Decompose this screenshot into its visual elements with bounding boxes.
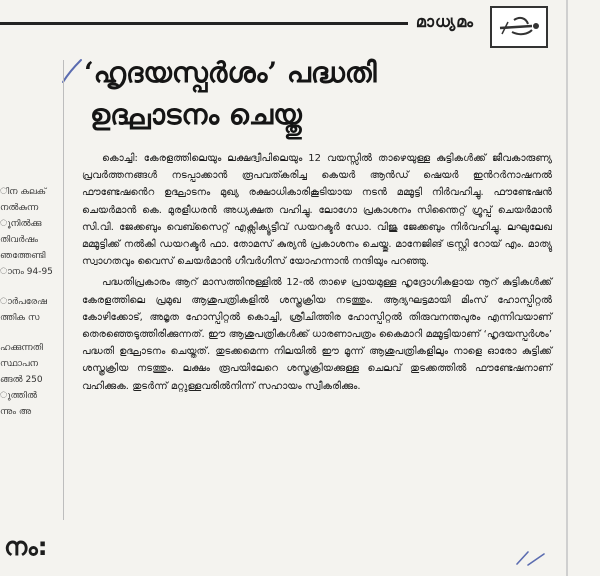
adjacent-line: ാർപരേഷ	[0, 297, 47, 307]
article-headline	[84, 52, 554, 136]
adjacent-line: സ്ഥാപന	[0, 359, 38, 369]
page-edge-line	[566, 0, 568, 576]
headline-line-2: ഉദ്ഘാടനം ചെയ്തു	[90, 98, 302, 131]
headline-line-1: ‘ഹൃദയസ്പർശം’ പദ്ധതി	[84, 56, 377, 89]
newspaper-logo-icon	[490, 6, 548, 48]
adjacent-column-heading-fragment: നം:	[4, 532, 48, 561]
adjacent-line: ാനം 94-95	[0, 267, 53, 277]
adjacent-line: ഹക്കുന്നതി	[0, 343, 43, 353]
column-divider	[63, 60, 64, 520]
adjacent-line: ുത്തിൽ	[0, 391, 37, 401]
adjacent-line: ൂനിൽക്കു	[0, 219, 42, 229]
adjacent-line: ന്നും അ	[0, 407, 32, 417]
article-paragraph-2: പദ്ധതിപ്രകാരം ആറ് മാസത്തിനുള്ളിൽ 12-ൽ താഴെ പ്രായമുള്ള ഹൃദ്രോഗികളായ നൂറ് കുട്ടികൾക്ക് കേരളത്തിലെ പ്രമുഖ ആശുപത്രികളിൽ ശസ്ത്രക്രിയ നടത്തും. ആദ്യഘട്ടമായി മിംസ് ഹോസ്പിറ്റൽ കോഴിക്കോട്, അമൃത ഹോസ്പിറ്റൽ കൊച്ചി, ശ്രീചിത്തിര ഹോസ്പിറ്റൽ തിരുവനന്തപുരം എന്നിവയാണ് തെരഞ്ഞെടുത്തിരിക്കുന്നത്. ഈ ആശുപത്രികൾക്ക് ധാരണാപത്രം കൈമാറി മമ്മൂട്ടിയാണ് ‘ഹൃദയസ്പർശം’ പദ്ധതി ഉദ്ഘാടനം ചെയ്തത്. തുടക്കമെന്ന നിലയിൽ ഈ മൂന്ന് ആശുപത്രികളിലും നാളെ ഓരോ കുട്ടിക്ക് ശസ്ത്രക്രിയ നടത്തും. ലക്ഷം രൂപയിലേറെ ശസ്ത്രക്രിയക്കുള്ള ചെലവ് തുടക്കത്തിൽ ഫൗണ്ടേഷനാണ് വഹിക്കുക. തുടർന്ന് മറ്റുള്ളവരിൽനിന്ന് സഹായം സ്വീകരിക്കും.	[82, 277, 552, 392]
adjacent-column-fragment	[0, 184, 62, 420]
article-body	[82, 150, 552, 395]
masthead	[0, 10, 548, 34]
adjacent-line: ഞത്തേണ്ടി	[0, 251, 46, 261]
adjacent-line: ിന കലക്	[0, 187, 47, 197]
adjacent-line: ങ്ങൽ 250	[0, 375, 43, 385]
adjacent-line: ത്തിക സ	[0, 313, 40, 323]
adjacent-line: തിവർഷം	[0, 235, 39, 245]
pen-mark-icon	[514, 548, 548, 568]
article-paragraph-1: കൊച്ചി: കേരളത്തിലെയും ലക്ഷദ്വീപിലെയും 12 വയസ്സിൽ താഴെയുള്ള കുട്ടികൾക്ക് ജീവകാരുണ്യ പ്രവർത്തനങ്ങൾ നടപ്പാക്കാൻ രൂപവത്കരിച്ച കെയർ ആൻഡ് ഷെയർ ഇൻറർനാഷനൽ ഫൗണ്ടേഷൻെറ ഉദ്ഘാടനം മുഖ്യ രക്ഷാധികാരികൂടിയായ നടൻ മമ്മൂട്ടി നിർവഹിച്ചു. ഫൗണ്ടേഷൻ ചെയർമാൻ കെ. മുരളീധരൻ അധ്യക്ഷത വഹിച്ചു. ലോഗോ പ്രകാശനം സിന്തൈറ്റ് ഗ്രൂപ്പ് ചെയർമാൻ സി.വി. ജേക്കബും വെബ്സൈറ്റ് എക്സിക്യൂട്ടീവ് ഡയറക്ടർ ഡോ. വിജു ജേക്കബും നിർവഹിച്ചു. ലഘുലേഖ മമ്മൂട്ടിക്ക് നൽകി ഡയറക്ടർ ഫാ. തോമസ് കുര്യൻ പ്രകാശനം ചെയ്തു. മാനേജിങ് ട്രസ്റ്റി റോയ് എം. മാത്യു സ്വാഗതവും വൈസ് ചെയർമാൻ ഗീവർഗീസ് യോഹന്നാൻ നന്ദിയും പറഞ്ഞു.	[82, 153, 552, 268]
masthead-rule	[0, 22, 444, 25]
adjacent-line: നൽകുന്ന	[0, 203, 39, 213]
masthead-section-label: മാധ്യമം	[408, 10, 482, 34]
